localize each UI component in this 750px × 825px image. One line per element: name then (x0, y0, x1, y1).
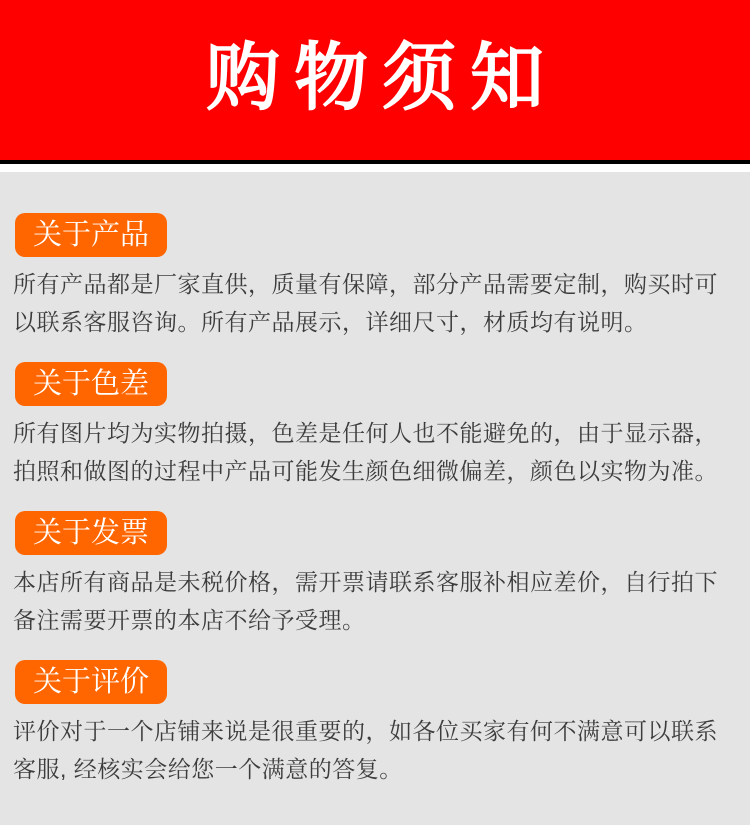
section-body-invoice (13, 563, 737, 639)
body-text-line: 客服, 经核实会给您一个满意的答复。 (13, 756, 403, 782)
body-text-line: 所有图片均为实物拍摄，色差是任何人也不能避免的，由于显示器， (13, 420, 718, 446)
section-badge-product: 关于产品 (15, 213, 167, 257)
section-about-product (0, 213, 750, 341)
section-about-color (0, 362, 750, 490)
section-body-color (13, 414, 737, 490)
body-text-line: 备注需要开票的本店不给予受理。 (13, 607, 366, 633)
section-badge-review: 关于评价 (15, 660, 167, 704)
body-text-line: 拍照和做图的过程中产品可能发生颜色细微偏差，颜色以实物为准。 (13, 458, 718, 484)
section-body-review (13, 712, 737, 788)
section-badge-color: 关于色差 (15, 362, 167, 406)
notice-panel (0, 172, 750, 825)
body-text-line: 所有产品都是厂家直供，质量有保障，部分产品需要定制，购买时可 (13, 271, 718, 297)
body-text-line: 本店所有商品是未税价格，需开票请联系客服补相应差价，自行拍下 (13, 569, 718, 595)
body-text-line: 评价对于一个店铺来说是很重要的，如各位买家有何不满意可以联系 (13, 718, 718, 744)
section-body-product (13, 265, 737, 341)
section-about-review (0, 660, 750, 788)
section-badge-invoice: 关于发票 (15, 511, 167, 555)
notice-header-banner (0, 0, 750, 164)
page-title: 购物须知 (206, 36, 558, 119)
body-text-line: 以联系客服咨询。所有产品展示，详细尺寸，材质均有说明。 (13, 309, 648, 335)
section-about-invoice (0, 511, 750, 639)
